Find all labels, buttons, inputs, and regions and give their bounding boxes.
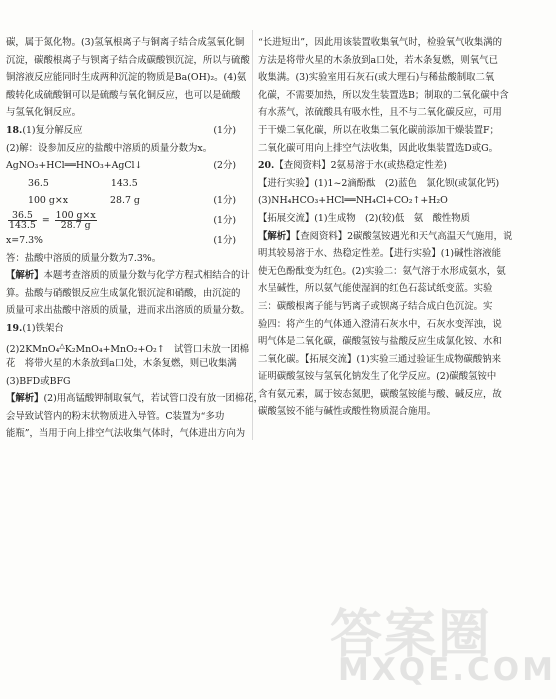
right-column xyxy=(258,34,513,421)
text-line: 三：碳酸根离子能与钙离子或钡离子结合成白色沉淀。实 xyxy=(258,300,493,312)
text-line: 能瓶”，当用于向上排空气法收集气体时，气体进出方向为 xyxy=(6,428,246,440)
text-line: 碳酸氢铵不能与碱性或酸性物质混合施用。 xyxy=(258,406,437,418)
text-line: 证明碳酸氢铵与氢氧化钠发生了化学反应。(2)碳酸氢铵中 xyxy=(258,371,497,383)
fraction: $\frac{36.5}{143.5}$ xyxy=(9,209,36,231)
text-line: 铜溶液反应能同时生成两种沉淀的物质是Ba(OH)₂。(4)氨 xyxy=(6,72,247,84)
text-line: 酸转化成硫酸铜可以是硫酸与氧化铜反应，也可以是硫酸 xyxy=(6,89,241,101)
text-line: 收集满。(3)实验室用石灰石(或大理石)与稀盐酸制取二氧 xyxy=(258,72,495,84)
question-20-extension: 【拓展交流】(1)生成物 (2)(较)低 氨 酸性物质 xyxy=(258,212,471,224)
text-line: 碳，属于氮化物。(3)氢氧根离子与铜离子结合成氢氧化铜 xyxy=(6,37,245,48)
score: (1分) xyxy=(213,124,236,136)
score: (1分) xyxy=(213,195,236,207)
analysis-line: 【解析】【查阅资料】2碳酸氢铵遇光和天气高温天气施用，说 xyxy=(258,230,513,242)
text-line: 明气体是二氧化碳，碳酸氢铵与盐酸反应生成氯化铵、水和 xyxy=(258,336,502,348)
analysis-tag: 【解析】 xyxy=(6,393,44,405)
column-divider xyxy=(252,30,253,440)
text-line: 化碳，不需要加热，所以发生装置选B；制取的二氧化碳中含 xyxy=(258,89,509,101)
text-line: 与氢氧化铜反应。 xyxy=(6,107,82,119)
text-line: 有水蒸气，浓硫酸具有吸水性，且不与二氧化碳反应，可用 xyxy=(258,107,502,119)
analysis-line: 【解析】(2)用高锰酸钾制取氧气，若试管口没有放一团棉花， xyxy=(6,393,264,405)
text-line: 于干燥二氧化碳，所以在收集二氧化碳前添加干燥装置F； xyxy=(258,124,499,136)
question-number: 19. xyxy=(6,322,23,334)
fraction: $\frac{100 g\times x}{28.7 g}$ xyxy=(55,209,96,231)
analysis-tag: 【解析】 xyxy=(6,270,44,282)
question-18-part-1: 18.(1)复分解反应 (1分) xyxy=(6,122,248,140)
question-19-part-1: 19.(1)铁架台 xyxy=(6,322,64,334)
chemical-equation: (3)NH₄HCO₃+HCl══NH₄Cl+CO₂↑+H₂O xyxy=(258,195,448,207)
proportion-equation: $\frac{36.5}{143.5}$ = $\frac{100 g\times x}{28.7 g}$ (1分) xyxy=(9,209,236,231)
watermark-logo xyxy=(330,592,556,697)
text-line: 明其较易溶于水、热稳定性差。【进行实验】(1)碱性溶液能 xyxy=(258,248,501,260)
score: (2分) xyxy=(213,160,236,172)
score: (1分) xyxy=(213,214,236,226)
text-line: 质量可求出盐酸中溶质的质量，进而求出溶质的质量分数。 xyxy=(6,305,250,317)
question-19-part-2: (2)2KMnO₄△K₂MnO₄+MnO₂+O₂↑ 试管口未放一团棉 xyxy=(6,341,250,355)
text-line: 方法是将带火星的木条放到a口处，若木条复燃，则氧气已 xyxy=(258,54,498,66)
molar-mass-row: 36.5 143.5 xyxy=(28,177,138,189)
watermark-url: MXQE.COM xyxy=(338,652,556,688)
question-20-experiment: 【进行实验】(1)1~2滴酚酞 (2)蓝色 氯化钡(或氯化钙) xyxy=(258,177,500,189)
chemical-equation: AgNO₃+HCl══HNO₃+AgCl↓ (2分) xyxy=(6,157,248,175)
question-18-part-2: (2)解：设参加反应的盐酸中溶质的质量分数为x。 xyxy=(6,142,213,154)
analysis-tag: 【解析】 xyxy=(258,230,296,242)
text-line: 含有氨元素，属于铵态氮肥，碳酸氢铵能与酸、碱反应，故 xyxy=(258,388,502,400)
question-number: 18. xyxy=(6,124,23,136)
text-line: 算。盐酸与硝酸银反应生成氯化银沉淀和硝酸，由沉淀的 xyxy=(6,287,241,299)
watermark-title: 答案圈 xyxy=(330,605,493,665)
left-column xyxy=(6,34,264,443)
question-20-head: 20.【查阅资料】2氨易溶于水(或热稳定性差) xyxy=(258,160,447,172)
text-line: 沉淀，碳酸根离子与钡离子结合成碳酸钡沉淀，所以与硫酸 xyxy=(6,54,250,66)
question-19-part-3: (3)BFD或BFG xyxy=(6,375,71,387)
question-number: 20. xyxy=(258,160,275,172)
score: (1分) xyxy=(213,234,236,246)
answer-line: 答：盐酸中溶质的质量分数为7.3%。 xyxy=(6,252,162,264)
analysis-line: 【解析】本题考查溶质的质量分数与化学方程式相结合的计 xyxy=(6,270,250,282)
text-line: 水呈碱性，所以氨气能使湿润的红色石蕊试纸变蓝。实验 xyxy=(258,283,493,295)
result-line: x=7.3% (1分) xyxy=(6,232,248,250)
text-line: 使无色酚酞变为红色。(2)实验二：氨气溶于水形成氨水，氨 xyxy=(258,265,506,277)
text-line: 二氧化碳可用向上排空气法收集，因此收集装置选D或G。 xyxy=(258,142,499,154)
text-line: 验四：将产生的气体通入澄清石灰水中，石灰水变浑浊，说 xyxy=(258,318,502,330)
mass-row: 100 g×x 28.7 g (1分) xyxy=(6,192,248,210)
text-line: 花 将带火星的木条放到a口处，木条复燃，则已收集满 xyxy=(6,358,237,370)
text-line: “长进短出”，因此用该装置收集氧气时，检验氧气收集满的 xyxy=(258,37,502,48)
text-line: 会导致试管内的粉末状物质进入导管。C装置为“多功 xyxy=(6,410,225,422)
text-line: 二氧化碳。【拓展交流】(1)实验三通过验证生成物碳酸钠来 xyxy=(258,353,501,365)
